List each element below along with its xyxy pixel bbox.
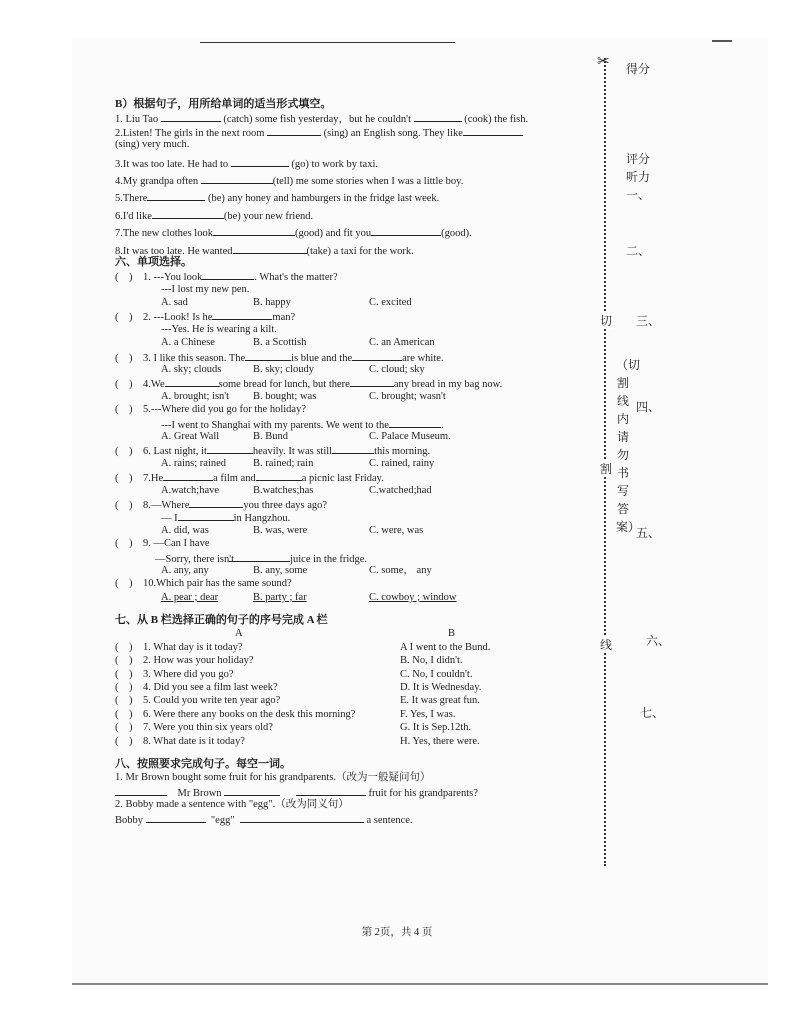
page-number: 第 2页，共 4 页 xyxy=(361,927,433,938)
option-c: C. rained, rainy xyxy=(369,457,435,469)
choice-question-9: ( ) 9. —Can I have xyxy=(115,538,210,550)
answer-bracket[interactable]: ( ) xyxy=(115,379,133,391)
column-a-label: A xyxy=(235,628,243,640)
answer-blank xyxy=(234,551,290,562)
match-answer-option: C. No, I couldn't. xyxy=(400,668,473,680)
score-label: 听力 xyxy=(626,170,651,184)
answer-blank[interactable] xyxy=(161,111,221,122)
answer-blank xyxy=(189,497,243,508)
option-b: B. Bund xyxy=(253,430,289,442)
cut-label: 切 xyxy=(600,314,613,328)
match-row xyxy=(115,721,605,734)
choice-question-8: ( ) 8.—Where you three days ago? xyxy=(115,497,605,510)
score-item-4: 四、 xyxy=(636,400,661,414)
choice-question-5-reply: ---I went to Shanghai with my parents. We went to the . xyxy=(115,417,605,430)
choice-question-6-options xyxy=(115,457,605,470)
option-c: C. an American xyxy=(369,337,435,349)
option-a: A. sad xyxy=(161,297,188,309)
score-item-3: 三、 xyxy=(636,314,661,328)
answer-blank[interactable] xyxy=(240,812,300,823)
option-a: A. did, was xyxy=(161,524,209,536)
choice-question-2-reply: ---Yes. He is wearing a kilt. xyxy=(161,323,277,335)
question-b7: 7.The new clothes look (good) and fit you (good). xyxy=(115,225,605,238)
answer-bracket[interactable]: ( ) xyxy=(115,272,133,284)
answer-blank xyxy=(389,417,441,428)
answer-blank[interactable] xyxy=(213,225,295,236)
choice-question-3-options xyxy=(115,363,605,376)
option-a: A. sky; clouds xyxy=(161,364,222,376)
answer-blank xyxy=(352,350,402,361)
option-b: B. rained; rain xyxy=(253,457,314,469)
option-b: B. a Scottish xyxy=(253,337,307,349)
option-b: B. sky; cloudy xyxy=(253,364,314,376)
answer-bracket[interactable]: ( ) xyxy=(115,708,133,720)
answer-blank xyxy=(212,309,272,320)
choice-question-8-options xyxy=(115,524,605,537)
answer-blank[interactable] xyxy=(201,173,273,184)
option-a: A.watch;have xyxy=(161,484,220,496)
option-a: A. pear ; dear xyxy=(161,591,219,603)
option-c: C.watched;had xyxy=(369,484,432,496)
choice-question-7-options xyxy=(115,484,605,497)
match-question: ( ) 4. Did you see a film last week? xyxy=(115,682,278,694)
choice-question-8-reply: — I in Hangzhou. xyxy=(115,510,605,523)
answer-blank[interactable] xyxy=(463,125,523,136)
question-b5: 5.There (be) any honey and hamburgers in the fridge last week. xyxy=(115,190,605,203)
answer-bracket[interactable]: ( ) xyxy=(115,668,133,680)
rewrite-question-1-answer: Mr Brown fruit for his grandparents? xyxy=(115,785,605,798)
question-b3: 3.It was too late. He had to (go) to work by taxi. xyxy=(115,156,605,169)
question-b4: 4.My grandpa often (tell) me some stories when I was a little boy. xyxy=(115,173,605,186)
option-b: B. bought; was xyxy=(253,390,317,402)
option-c: C. brought; wasn't xyxy=(369,390,446,402)
top-rule-right xyxy=(712,40,732,42)
answer-bracket[interactable]: ( ) xyxy=(115,404,133,416)
answer-bracket[interactable]: ( ) xyxy=(115,655,133,667)
section-b-title: B）根据句子，用所给单词的适当形式填空。 xyxy=(115,98,332,110)
answer-blank[interactable] xyxy=(224,785,280,796)
match-row xyxy=(115,641,605,654)
answer-blank[interactable] xyxy=(146,812,206,823)
section-7-title: 七、从 B 栏选择正确的句子的序号完成 A 栏 xyxy=(115,614,328,627)
option-c: C. Palace Museum. xyxy=(369,430,451,442)
option-b: B.watches;has xyxy=(253,484,314,496)
choice-question-4-options xyxy=(115,390,605,403)
option-c: C. cowboy ; window xyxy=(369,591,457,603)
question-b8: 8.It was too late. He wanted (take) a taxi for the work. xyxy=(115,243,605,256)
answer-blank[interactable] xyxy=(147,190,205,201)
choice-question-2-options xyxy=(115,336,605,349)
match-row xyxy=(115,708,605,721)
score-label: 评分 xyxy=(626,152,651,166)
match-question: ( ) 6. Were there any books on the desk this morning? xyxy=(115,708,356,720)
score-item-1: 一、 xyxy=(626,188,651,202)
match-answer-option: G. It is Sep.12th. xyxy=(400,722,472,734)
choice-question-1-options xyxy=(115,296,605,309)
cut-line-note: （切割线内请勿书写答案） xyxy=(616,358,641,534)
choice-question-9-options xyxy=(115,564,605,577)
option-a: A. any, any xyxy=(161,564,209,576)
choice-question-1: ( ) 1. ---You look . What's the matter? xyxy=(115,269,605,282)
rewrite-question-2-answer: Bobby "egg" a sentence. xyxy=(115,812,605,825)
choice-question-6: ( ) 6. Last night, it heavily. It was still this morning. xyxy=(115,443,605,456)
match-answer-option: D. It is Wednesday. xyxy=(400,682,482,694)
answer-blank xyxy=(163,470,213,481)
answer-bracket[interactable]: ( ) xyxy=(115,446,133,458)
choice-question-4: ( ) 4.We some bread for lunch, but there any bread in my bag now. xyxy=(115,376,605,389)
answer-blank xyxy=(245,350,291,361)
rewrite-question-2: 2. Bobby made a sentence with "egg".（改为同义句） xyxy=(115,799,349,811)
match-question: ( ) 7. Were you thin six years old? xyxy=(115,722,273,734)
answer-bracket[interactable]: ( ) xyxy=(115,499,133,511)
choice-question-1-reply: ---I lost my new pen. xyxy=(161,283,250,295)
option-a: A. a Chinese xyxy=(161,337,215,349)
answer-blank[interactable] xyxy=(115,785,167,796)
score-item-7: 七、 xyxy=(640,706,665,720)
match-row xyxy=(115,654,605,667)
cut-label: 割 xyxy=(600,462,613,476)
match-question: ( ) 5. Could you write ten year ago? xyxy=(115,695,281,707)
option-b: B. party ; far xyxy=(253,591,307,603)
answer-bracket[interactable]: ( ) xyxy=(115,682,133,694)
answer-blank xyxy=(178,510,234,521)
option-b: B. any, some xyxy=(253,564,308,576)
question-b1: 1. Liu Tao (catch) some fish yesterday，but he couldn't (cook) the fish. xyxy=(115,111,605,124)
match-header xyxy=(115,627,605,640)
match-row xyxy=(115,681,605,694)
answer-blank[interactable] xyxy=(296,785,366,796)
bottom-rule xyxy=(72,983,768,985)
scissors-icon: ✂ xyxy=(597,54,610,70)
option-c: C. cloud; sky xyxy=(369,364,425,376)
option-a: A. brought; isn't xyxy=(161,390,230,402)
exam-page xyxy=(115,98,605,825)
answer-bracket[interactable]: ( ) xyxy=(115,473,133,485)
match-question: ( ) 3. Where did you go? xyxy=(115,668,234,680)
choice-question-5: ( ) 5.---Where did you go for the holiday? xyxy=(115,404,306,416)
option-a: A. rains; rained xyxy=(161,457,227,469)
section-6-title: 六、单项选择。 xyxy=(115,255,192,268)
option-c: C. some， any xyxy=(369,564,432,576)
match-answer-option: H. Yes, there were. xyxy=(400,735,480,747)
match-row xyxy=(115,735,605,748)
option-c: C. were, was xyxy=(369,524,424,536)
answer-blank xyxy=(165,376,219,387)
answer-blank[interactable] xyxy=(371,225,441,236)
section-8-title: 八、按照要求完成句子。每空一词。 xyxy=(115,757,291,770)
choice-question-9-reply: —Sorry, there isn't juice in the fridge. xyxy=(115,551,605,564)
answer-bracket[interactable]: ( ) xyxy=(115,695,133,707)
option-b: B. happy xyxy=(253,297,291,309)
option-b: B. was, were xyxy=(253,524,308,536)
answer-blank[interactable] xyxy=(300,812,364,823)
match-answer-option: A I went to the Bund. xyxy=(400,641,491,653)
match-answer-option: F. Yes, I was. xyxy=(400,708,456,720)
match-question: ( ) 2. How was your holiday? xyxy=(115,655,254,667)
answer-bracket[interactable]: ( ) xyxy=(115,538,133,550)
answer-blank xyxy=(256,470,302,481)
choice-question-2: ( ) 2. ---Look! Is he man? xyxy=(115,309,605,322)
answer-blank[interactable] xyxy=(233,243,307,254)
answer-bracket[interactable]: ( ) xyxy=(115,578,133,590)
score-item-6: 六、 xyxy=(646,634,671,648)
answer-bracket[interactable]: ( ) xyxy=(115,352,133,364)
answer-bracket[interactable]: ( ) xyxy=(115,641,133,653)
match-answer-option: E. It was great fun. xyxy=(400,695,480,707)
choice-question-7: ( ) 7.He a film and a picnic last Friday. xyxy=(115,470,605,483)
choice-question-10-options xyxy=(115,591,605,604)
match-row xyxy=(115,668,605,681)
choice-question-10: ( ) 10.Which pair has the same sound? xyxy=(115,578,292,590)
match-list xyxy=(115,641,605,748)
match-row xyxy=(115,694,605,707)
answer-blank xyxy=(350,376,394,387)
answer-blank[interactable] xyxy=(231,156,289,167)
choice-question-3: ( ) 3. I like this season. The is blue and the are white. xyxy=(115,350,605,363)
answer-blank[interactable] xyxy=(152,208,224,219)
answer-blank xyxy=(202,269,254,280)
answer-bracket[interactable]: ( ) xyxy=(115,735,133,747)
top-rule xyxy=(200,42,455,43)
answer-blank[interactable] xyxy=(267,125,321,136)
question-b2-cont: (sing) very much. xyxy=(115,139,190,151)
answer-blank xyxy=(207,443,253,454)
answer-bracket[interactable]: ( ) xyxy=(115,312,133,324)
cut-label: 线 xyxy=(600,638,613,652)
column-b-label: B xyxy=(448,628,456,640)
answer-blank[interactable] xyxy=(414,111,462,122)
match-answer-option: B. No, I didn't. xyxy=(400,655,463,667)
answer-blank xyxy=(332,443,374,454)
answer-bracket[interactable]: ( ) xyxy=(115,722,133,734)
rewrite-question-1: 1. Mr Brown bought some fruit for his grandparents.（改为一般疑问句） xyxy=(115,772,431,784)
match-question: ( ) 8. What date is it today? xyxy=(115,735,245,747)
match-question: ( ) 1. What day is it today? xyxy=(115,641,243,653)
score-item-2: 二、 xyxy=(626,244,651,258)
score-item-5: 五、 xyxy=(636,526,661,540)
question-b6: 6.I'd like (be) your new friend. xyxy=(115,208,605,221)
option-a: A. Great Wall xyxy=(161,430,220,442)
score-title: 得分 xyxy=(626,62,651,76)
option-c: C. excited xyxy=(369,297,412,309)
choice-question-5-options xyxy=(115,430,605,443)
question-b2: 2.Listen! The girls in the next room (sing) an English song. They like xyxy=(115,125,605,138)
